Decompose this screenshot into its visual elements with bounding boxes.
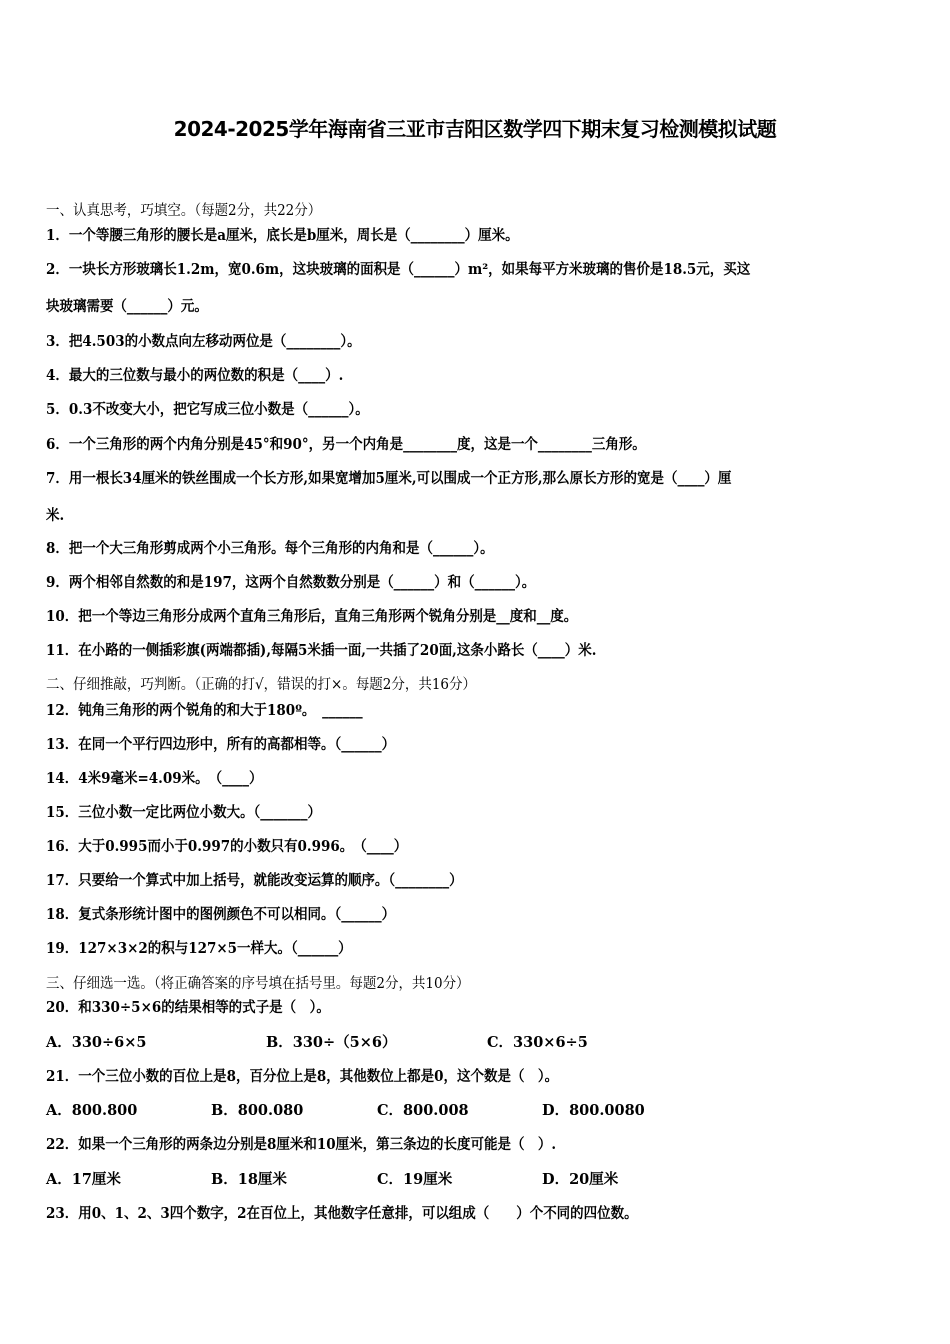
q22-option-b: B．18厘米 (211, 1171, 287, 1188)
question-7: 7．用一根长34厘米的铁丝围成一个长方形,如果宽增加5厘米,可以围成一个正方形,那么原长方形的宽是（____）厘 (46, 470, 732, 487)
question-4: 4．最大的三位数与最小的两位数的积是（____）. (46, 367, 344, 384)
q20-option-b: B．330÷（5×6） (266, 1034, 397, 1051)
question-18: 18．复式条形统计图中的图例颜色不可以相同。（______） (46, 906, 396, 923)
question-12: 12．钝角三角形的两个锐角的和大于180º。 ______ (46, 702, 363, 719)
question-2-cont: 块玻璃需要（______）元。 (46, 298, 208, 315)
q22-option-c: C．19厘米 (377, 1171, 453, 1188)
question-22: 22．如果一个三角形的两条边分别是8厘米和10厘米，第三条边的长度可能是（ ）. (46, 1136, 557, 1153)
q22-option-a: A．17厘米 (46, 1171, 121, 1188)
question-21: 21．一个三位小数的百位上是8，百分位上是8，其他数位上都是0，这个数是（ ）。 (46, 1068, 559, 1085)
question-17: 17．只要给一个算式中加上括号，就能改变运算的顺序。（________） (46, 872, 463, 889)
question-19: 19．127×3×2的积与127×5一样大。（______） (46, 940, 352, 957)
question-5: 5．0.3不改变大小，把它写成三位小数是（______）。 (46, 401, 369, 418)
q21-option-b: B．800.080 (211, 1102, 304, 1119)
question-10: 10．把一个等边三角形分成两个直角三角形后，直角三角形两个锐角分别是__度和__度。 (46, 608, 578, 625)
question-3: 3．把4.503的小数点向左移动两位是（________）。 (46, 333, 361, 350)
question-7-cont: 米. (46, 507, 65, 524)
section-2-heading: 二、仔细推敲，巧判断。（正确的打√，错误的打×。每题2分，共16分） (46, 677, 476, 693)
question-15: 15．三位小数一定比两位小数大。（_______） (46, 804, 321, 821)
question-1: 1．一个等腰三角形的腰长是a厘米，底长是b厘米，周长是（________）厘米。 (46, 227, 519, 244)
question-13: 13．在同一个平行四边形中，所有的高都相等。（______） (46, 736, 396, 753)
question-9: 9．两个相邻自然数的和是197，这两个自然数数分别是（______）和（______）。 (46, 574, 536, 591)
page-title: 2024-2025学年海南省三亚市吉阳区数学四下期末复习检测模拟试题 (173, 117, 777, 141)
question-16: 16．大于0.995而小于0.997的小数只有0.996。 （____） (46, 838, 408, 855)
question-23: 23．用0、1、2、3四个数字，2在百位上，其他数字任意排，可以组成（ ）个不同的四位数。 (46, 1205, 638, 1222)
question-14: 14．4米9毫米=4.09米。 （____） (46, 770, 263, 787)
question-6: 6．一个三角形的两个内角分别是45°和90°，另一个内角是________度，这是一个________三角形。 (46, 436, 646, 453)
section-1-heading: 一、认真思考，巧填空。（每题2分，共22分） (46, 203, 322, 219)
q21-option-c: C．800.008 (377, 1102, 469, 1119)
question-20: 20．和330÷5×6的结果相等的式子是（ ）。 (46, 999, 330, 1016)
question-8: 8．把一个大三角形剪成两个小三角形。每个三角形的内角和是（______）。 (46, 540, 494, 557)
q20-option-c: C．330×6÷5 (487, 1034, 588, 1051)
q21-option-d: D．800.0080 (542, 1102, 645, 1119)
q21-option-a: A．800.800 (46, 1102, 138, 1119)
q20-option-a: A．330÷6×5 (46, 1034, 147, 1051)
section-3-heading: 三、仔细选一选。（将正确答案的序号填在括号里。每题2分，共10分） (46, 976, 470, 992)
q22-option-d: D．20厘米 (542, 1171, 619, 1188)
question-11: 11．在小路的一侧插彩旗(两端都插),每隔5米插一面,一共插了20面,这条小路长（____）米. (46, 642, 597, 659)
question-2: 2．一块长方形玻璃长1.2m，宽0.6m，这块玻璃的面积是（______）m²，如果每平方米玻璃的售价是18.5元，买这 (46, 261, 751, 278)
